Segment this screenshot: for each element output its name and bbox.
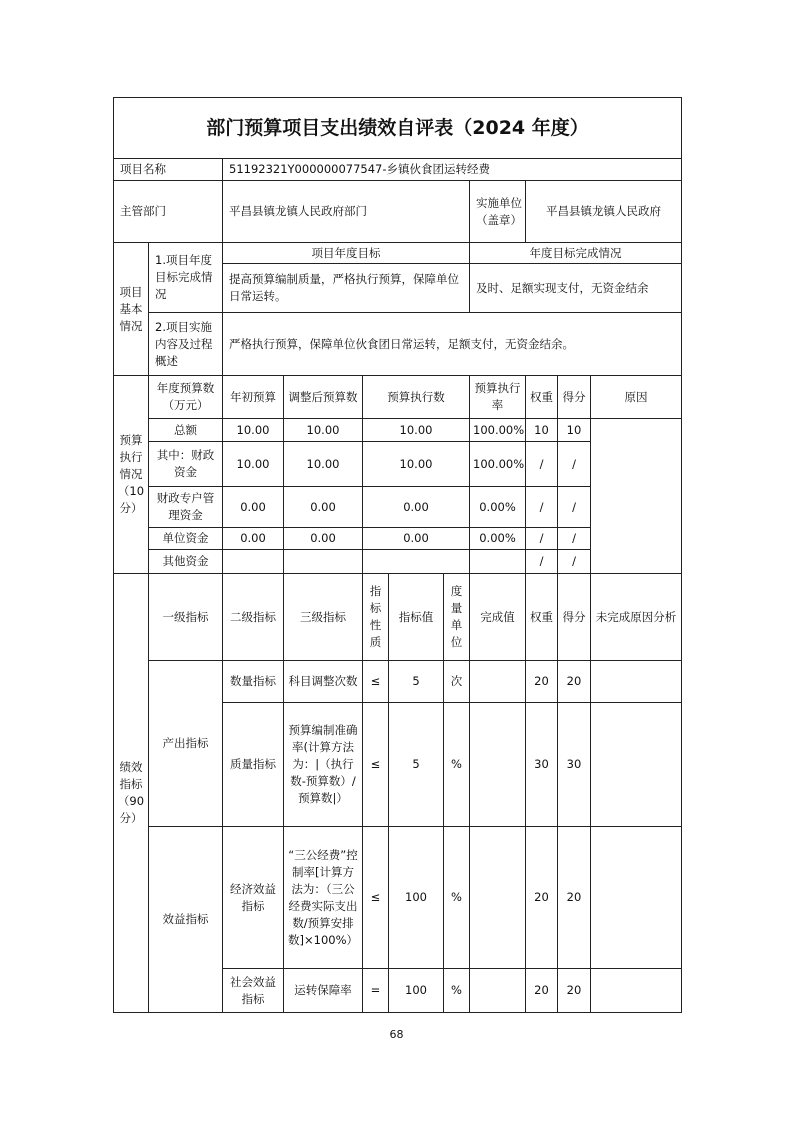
budget-cell: / <box>526 442 558 487</box>
budget-cell <box>470 550 526 574</box>
content-text: 严格执行预算，保障单位伙食团日常运转，足额支付，无资金结余。 <box>223 313 682 376</box>
budget-cell: 0.00 <box>363 487 470 528</box>
perf-cell <box>591 661 682 703</box>
perf-cell: 20 <box>558 661 591 703</box>
budget-cell: / <box>558 442 591 487</box>
budget-cell: 0.00% <box>470 528 526 550</box>
level1-benefit: 效益指标 <box>149 827 223 1013</box>
budget-header: 原因 <box>591 376 682 419</box>
perf-header: 指标值 <box>389 574 444 661</box>
perf-header: 完成值 <box>470 574 526 661</box>
page-number: 68 <box>389 1028 404 1041</box>
goal-label: 1.项目年度目标完成情况 <box>149 243 223 313</box>
perf-header: 未完成原因分析 <box>591 574 682 661</box>
budget-cell: / <box>558 550 591 574</box>
impl: 平昌县镇龙镇人民政府 <box>526 181 682 243</box>
budget-cell: 0.00 <box>284 487 363 528</box>
budget-row <box>114 419 682 442</box>
project-name-label: 项目名称 <box>114 159 223 181</box>
budget-cell: 10 <box>558 419 591 442</box>
perf-cell: ≤ <box>363 827 389 969</box>
budget-cell: 10 <box>526 419 558 442</box>
budget-cell: 10.00 <box>223 419 284 442</box>
perf-label: 绩效指标（90分） <box>114 574 149 1013</box>
self-evaluation-table <box>113 97 682 1013</box>
perf-cell: 20 <box>526 969 558 1013</box>
project-name: 51192321Y000000077547-乡镇伙食团运转经费 <box>223 159 682 181</box>
perf-cell: 次 <box>444 661 470 703</box>
perf-cell: 数量指标 <box>223 661 284 703</box>
budget-cell: 0.00 <box>223 487 284 528</box>
perf-header: 三级指标 <box>284 574 363 661</box>
perf-header: 度量单位 <box>444 574 470 661</box>
perf-cell: 20 <box>558 827 591 969</box>
budget-cell: 10.00 <box>363 442 470 487</box>
level1-output: 产出指标 <box>149 661 223 827</box>
perf-cell: 30 <box>558 703 591 827</box>
budget-cell: / <box>558 487 591 528</box>
perf-cell: 经济效益指标 <box>223 827 284 969</box>
perf-cell: 30 <box>526 703 558 827</box>
perf-cell <box>470 661 526 703</box>
budget-cell: 0.00 <box>284 528 363 550</box>
budget-cell: 0.00% <box>470 487 526 528</box>
perf-cell: 质量指标 <box>223 703 284 827</box>
perf-cell: 100 <box>389 827 444 969</box>
perf-cell: % <box>444 703 470 827</box>
budget-cell: 10.00 <box>284 419 363 442</box>
perf-row <box>114 827 682 969</box>
perf-cell: ≤ <box>363 703 389 827</box>
budget-cell: 总额 <box>149 419 223 442</box>
dept-label: 主管部门 <box>114 181 223 243</box>
perf-cell <box>470 969 526 1013</box>
budget-cell: / <box>526 528 558 550</box>
budget-cell: / <box>526 487 558 528</box>
table-title: 部门预算项目支出绩效自评表（2024 年度） <box>114 98 682 159</box>
perf-header: 一级指标 <box>149 574 223 661</box>
budget-header: 预算执行率 <box>470 376 526 419</box>
budget-header: 权重 <box>526 376 558 419</box>
perf-cell: 运转保障率 <box>284 969 363 1013</box>
perf-header: 指标性质 <box>363 574 389 661</box>
perf-cell: % <box>444 969 470 1013</box>
perf-cell: % <box>444 827 470 969</box>
perf-cell: “三公经费”控制率[计算方法为：（三公经费实际支出数/预算安排数]×100%） <box>284 827 363 969</box>
budget-cell: / <box>526 550 558 574</box>
done-text: 及时、足额实现支付，无资金结余 <box>470 264 682 313</box>
perf-cell: 100 <box>389 969 444 1013</box>
budget-cell: 10.00 <box>284 442 363 487</box>
perf-cell: 社会效益指标 <box>223 969 284 1013</box>
budget-cell: 100.00% <box>470 419 526 442</box>
perf-header: 二级指标 <box>223 574 284 661</box>
budget-cell: 0.00 <box>223 528 284 550</box>
budget-header: 预算执行数 <box>363 376 470 419</box>
budget-cell: / <box>558 528 591 550</box>
budget-header: 年度预算数（万元） <box>149 376 223 419</box>
perf-cell: 20 <box>526 827 558 969</box>
perf-cell: 5 <box>389 661 444 703</box>
done-header: 年度目标完成情况 <box>470 243 682 264</box>
budget-cell: 10.00 <box>363 419 470 442</box>
budget-cell: 其他资金 <box>149 550 223 574</box>
budget-reason <box>591 419 682 574</box>
perf-cell <box>591 969 682 1013</box>
budget-cell: 财政专户管理资金 <box>149 487 223 528</box>
perf-header: 得分 <box>558 574 591 661</box>
budget-cell <box>363 550 470 574</box>
perf-header: 权重 <box>526 574 558 661</box>
budget-cell <box>223 550 284 574</box>
basic-label: 项目基本情况 <box>114 243 149 376</box>
content-label: 2.项目实施内容及过程概述 <box>149 313 223 376</box>
budget-cell: 100.00% <box>470 442 526 487</box>
perf-cell <box>591 703 682 827</box>
goal-text: 提高预算编制质量，严格执行预算，保障单位日常运转。 <box>223 264 470 313</box>
perf-cell <box>470 827 526 969</box>
budget-label: 预算执行情况（10分） <box>114 376 149 574</box>
budget-cell <box>284 550 363 574</box>
budget-header: 得分 <box>558 376 591 419</box>
perf-cell: 20 <box>558 969 591 1013</box>
perf-row <box>114 661 682 703</box>
impl-label: 实施单位（盖章） <box>470 181 526 243</box>
budget-header: 年初预算 <box>223 376 284 419</box>
perf-cell: 科目调整次数 <box>284 661 363 703</box>
perf-cell <box>591 827 682 969</box>
perf-cell: = <box>363 969 389 1013</box>
budget-cell: 0.00 <box>363 528 470 550</box>
budget-header: 调整后预算数 <box>284 376 363 419</box>
budget-cell: 其中：财政资金 <box>149 442 223 487</box>
budget-cell: 10.00 <box>223 442 284 487</box>
perf-cell: 5 <box>389 703 444 827</box>
perf-cell: ≤ <box>363 661 389 703</box>
dept: 平昌县镇龙镇人民政府部门 <box>223 181 470 243</box>
goal-header: 项目年度目标 <box>223 243 470 264</box>
budget-cell: 单位资金 <box>149 528 223 550</box>
perf-cell: 预算编制准确率(计算方法为：|（执行数-预算数）/预算数|） <box>284 703 363 827</box>
perf-cell <box>470 703 526 827</box>
perf-cell: 20 <box>526 661 558 703</box>
